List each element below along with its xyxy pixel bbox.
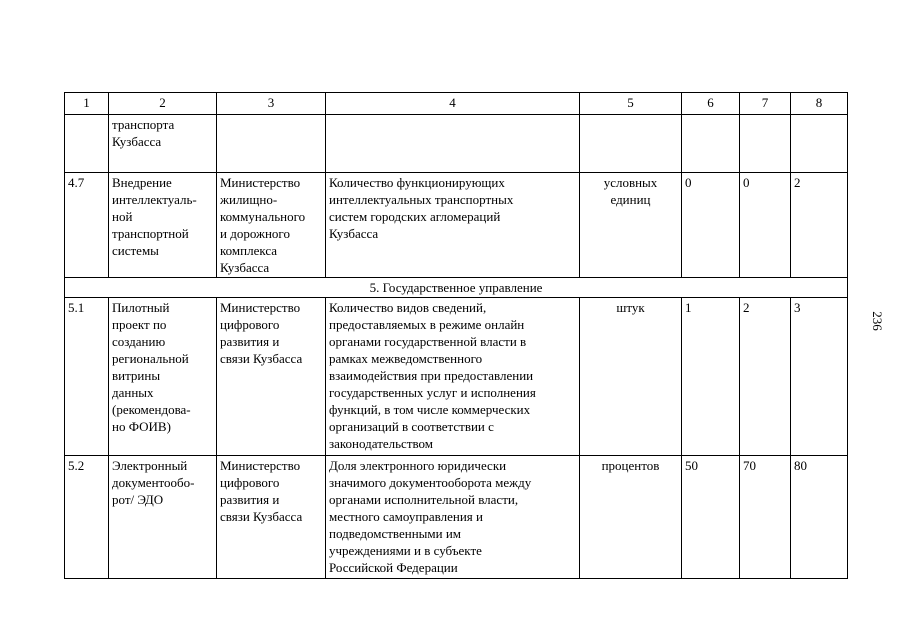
cell-number: 5.1 (65, 298, 109, 456)
cell-name (109, 115, 217, 173)
cell-responsible (217, 115, 326, 173)
header-col-1: 1 (65, 93, 109, 115)
header-col-8: 8 (791, 93, 848, 115)
cell-indicator: Количество видов сведений, предоставляемых в режиме онлайн органами государственной власти в рамках межведомственного взаимодействия при предоставлении государственных услуг и исполнения функций, в том числе коммерческих организаций в соответствии с законодательством (326, 298, 580, 456)
cell-responsible: Министерство цифрового развития и связи Кузбасса (217, 298, 326, 456)
cell-value-8: 3 (791, 298, 848, 456)
header-col-5: 5 (580, 93, 682, 115)
cell-number: 4.7 (65, 173, 109, 278)
cell-indicator (326, 115, 580, 173)
cell-value-7: 70 (740, 456, 791, 579)
cell-value-7: 0 (740, 173, 791, 278)
cell-value-7 (740, 115, 791, 173)
cell-name: Пилотный проект по созданию региональной витрины данных (рекомендова- но ФОИВ) (109, 298, 217, 456)
cell-name: Внедрение интеллектуаль- ной транспортной системы (109, 173, 217, 278)
cell-value-6: 0 (682, 173, 740, 278)
cell-value-6: 50 (682, 456, 740, 579)
cell-value-8: 2 (791, 173, 848, 278)
cell-value-7: 2 (740, 298, 791, 456)
header-col-3: 3 (217, 93, 326, 115)
section-row-5 (65, 278, 848, 298)
cell-indicator: Доля электронного юридически значимого документооборота между органами исполнительной власти, местного самоуправления и подведомственными им учреждениями и в субъекте Российской Федерации (326, 456, 580, 579)
cell-name-text: транспорта Кузбасса (112, 117, 175, 149)
cell-unit (580, 115, 682, 173)
header-col-7: 7 (740, 93, 791, 115)
cell-number: 5.2 (65, 456, 109, 579)
indicators-table (64, 92, 848, 579)
cell-number (65, 115, 109, 173)
cell-responsible: Министерство жилищно- коммунального и дорожного комплекса Кузбасса (217, 173, 326, 278)
table-row-continuation (65, 115, 848, 173)
cell-unit: штук (580, 298, 682, 456)
header-col-2: 2 (109, 93, 217, 115)
table-row-5-2 (65, 456, 848, 579)
header-row (65, 93, 848, 115)
cell-responsible: Министерство цифрового развития и связи Кузбасса (217, 456, 326, 579)
page-number: 236 (870, 311, 885, 331)
cell-unit: условных единиц (580, 173, 682, 278)
header-col-6: 6 (682, 93, 740, 115)
cell-value-8: 80 (791, 456, 848, 579)
cell-unit: процентов (580, 456, 682, 579)
cell-value-8 (791, 115, 848, 173)
cell-name: Электронный документообо- рот/ ЭДО (109, 456, 217, 579)
section-title: 5. Государственное управление (65, 278, 848, 298)
cell-indicator: Количество функционирующих интеллектуальных транспортных систем городских агломераций Кузбасса (326, 173, 580, 278)
cell-value-6: 1 (682, 298, 740, 456)
table-row-5-1 (65, 298, 848, 456)
cell-value-6 (682, 115, 740, 173)
header-col-4: 4 (326, 93, 580, 115)
table-row-4-7 (65, 173, 848, 278)
